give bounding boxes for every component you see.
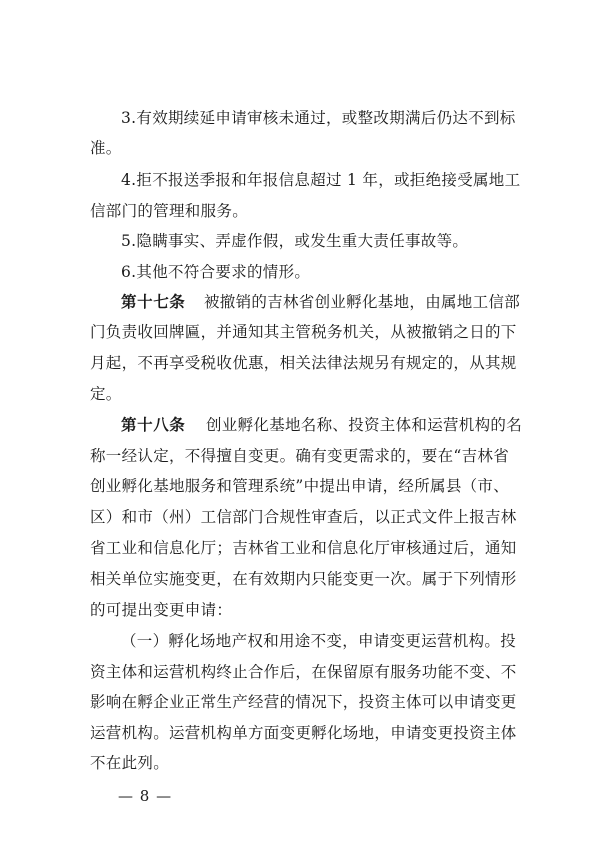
line-text: 准。 [90, 139, 122, 157]
line-text: 创业孵化基地名称、投资主体和运营机构的名 [206, 416, 523, 434]
line-text: 运营机构。运营机构单方面变更孵化场地，申请变更投资主体 [90, 724, 517, 742]
line-text: 影响在孵企业正常生产经营的情况下，投资主体可以申请变更 [90, 693, 517, 711]
line-text: 资主体和运营机构终止合作后，在保留原有服务功能不变、不 [90, 663, 517, 681]
line-text: 区）和市（州）工信部门合规性审查后，以正式文件上报吉林 [90, 508, 517, 526]
article-heading: 第十八条 [121, 416, 186, 434]
line-text: 门负责收回牌匾，并通知其主管税务机关，从被撤销之日的下 [90, 323, 517, 341]
line-text: 5.隐瞒事实、弄虚作假，或发生重大责任事故等。 [121, 232, 469, 250]
line-text: 定。 [90, 385, 122, 403]
line-text: 的可提出变更申请： [90, 601, 233, 619]
article-heading: 第十七条 [121, 293, 186, 311]
line-text: 省工业和信息化厅；吉林省工业和信息化厅审核通过后，通知 [90, 539, 517, 557]
line-text: 月起，不再享受税收优惠，相关法律法规另有规定的，从其规 [90, 354, 517, 372]
line-text: 3.有效期续延申请审核未通过，或整改期满后仍达不到标 [121, 109, 516, 127]
line-text: 6.其他不符合要求的情形。 [121, 263, 311, 281]
line-text: 创业孵化基地服务和管理系统”中提出申请，经所属县（市、 [90, 477, 510, 495]
line-text: 不在此列。 [90, 754, 170, 772]
line-text: 信部门的管理和服务。 [90, 202, 249, 220]
line-text: （一）孵化场地产权和用途不变，申请变更运营机构。投 [121, 632, 517, 650]
line-text: 称一经认定，不得擅自变更。确有变更需求的，要在“吉林省 [90, 447, 510, 465]
page-number: — 8 — [118, 787, 173, 805]
line-text: 4.拒不报送季报和年报信息超过 1 年，或拒绝接受属地工 [121, 171, 521, 189]
line-text: 相关单位实施变更，在有效期内只能变更一次。属于下列情形 [90, 570, 517, 588]
line-text: 被撤销的吉林省创业孵化基地，由属地工信部 [204, 293, 521, 311]
